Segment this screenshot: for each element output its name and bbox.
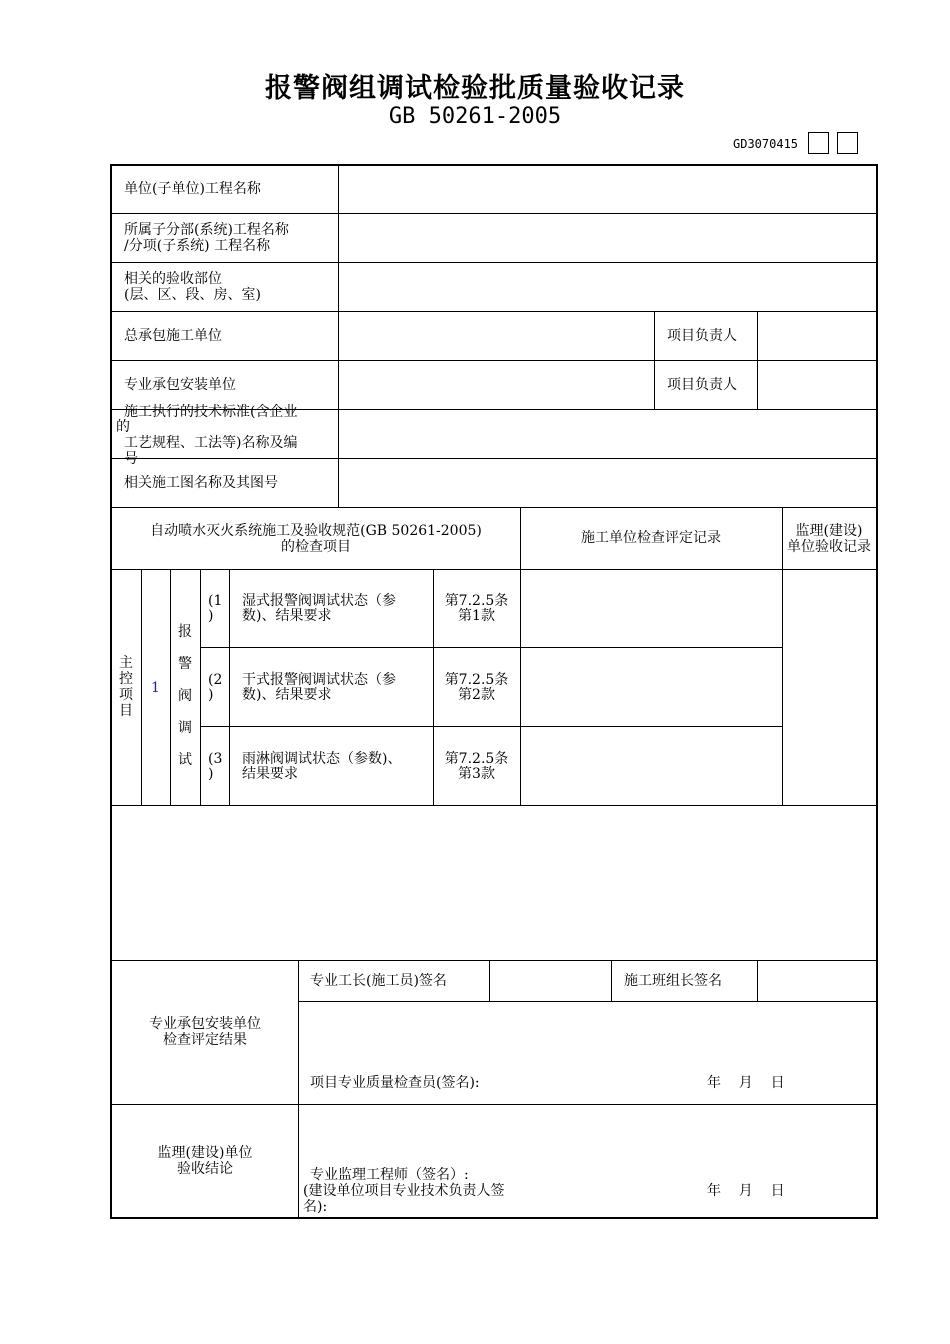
supervision-header-1: 监理(建设) bbox=[795, 523, 863, 539]
col-divider bbox=[611, 960, 612, 1001]
acceptance-part-label-1: 相关的验收部位 bbox=[124, 271, 222, 287]
col-divider bbox=[338, 166, 339, 507]
supervision-date: 年 月 日 bbox=[707, 1183, 785, 1199]
col-divider bbox=[757, 311, 758, 409]
supervision-result-label-2: 验收结论 bbox=[177, 1161, 233, 1177]
row-divider bbox=[200, 726, 782, 727]
row-divider bbox=[200, 647, 782, 648]
form-code: GD3070415 bbox=[733, 137, 799, 151]
item-2-clause-b: 第2款 bbox=[458, 687, 495, 703]
form-code-box-1[interactable] bbox=[808, 132, 829, 154]
col-divider bbox=[229, 569, 230, 805]
supervision-header-2: 单位验收记录 bbox=[787, 539, 871, 555]
item-3-desc-b: 结果要求 bbox=[242, 766, 298, 782]
contractor-result-label-2: 检查评定结果 bbox=[163, 1032, 247, 1048]
supervision-result-label-1: 监理(建设)单位 bbox=[157, 1145, 253, 1161]
sub-project-label-1: 所属子分部(系统)工程名称 bbox=[124, 222, 289, 238]
item-3-clause-b: 第3款 bbox=[458, 766, 495, 782]
row-divider bbox=[112, 569, 876, 570]
contractor-result-label-1: 专业承包安装单位 bbox=[149, 1016, 261, 1032]
item-3-desc-a: 雨淋阀调试状态（参数)、 bbox=[242, 751, 402, 767]
foreman-sign-label: 专业工长(施工员)签名 bbox=[310, 973, 447, 989]
spec-header-1: 自动喷水灭火系统施工及验收规范(GB 50261-2005) bbox=[150, 523, 482, 539]
item-1-clause-a: 第7.2.5条 bbox=[444, 593, 509, 609]
supervising-engineer-label-2: (建设单位项目专业技术负责人签 bbox=[303, 1183, 505, 1199]
row-divider bbox=[112, 262, 876, 263]
quality-inspector-sign-label: 项目专业质量检查员(签名): bbox=[310, 1075, 480, 1091]
standard-label-2: 的 bbox=[116, 419, 130, 435]
col-divider bbox=[654, 311, 655, 409]
page-title: 报警阀组调试检验批质量验收记录 bbox=[265, 73, 685, 104]
specialty-contractor-label: 专业承包安装单位 bbox=[124, 377, 236, 393]
supervising-engineer-label-1: 专业监理工程师（签名）: bbox=[310, 1167, 469, 1183]
row-divider bbox=[112, 960, 876, 961]
standard-label-cell bbox=[112, 404, 338, 467]
item-2-desc-a: 干式报警阀调试状态（参 bbox=[242, 672, 396, 688]
item-2-index-b: ) bbox=[208, 687, 214, 703]
col-divider bbox=[200, 569, 201, 805]
item-1-desc-a: 湿式报警阀调试状态（参 bbox=[242, 593, 396, 609]
standard-label-3: 工艺规程、工法等)名称及编 bbox=[124, 435, 298, 451]
item-1-desc-b: 数)、结果要求 bbox=[242, 608, 332, 624]
item-2-clause-a: 第7.2.5条 bbox=[444, 672, 509, 688]
drawing-name-label: 相关施工图名称及其图号 bbox=[124, 475, 278, 491]
spec-header-2: 的检查项目 bbox=[281, 539, 351, 555]
group-label: 报警阀调试 bbox=[178, 624, 192, 768]
row-divider bbox=[112, 360, 876, 361]
sub-project-label-2: /分项(子系统) 工程名称 bbox=[124, 238, 271, 254]
standard-label-4: 号 bbox=[124, 451, 138, 467]
col-divider bbox=[520, 507, 521, 805]
project-manager-label-2: 项目负责人 bbox=[667, 377, 737, 393]
form-code-box-2[interactable] bbox=[837, 132, 858, 154]
item-3-index-b: ) bbox=[208, 766, 214, 782]
acceptance-part-label-2: (层、区、段、房、室) bbox=[124, 287, 261, 303]
general-contractor-label: 总承包施工单位 bbox=[124, 328, 222, 344]
item-2-desc-b: 数)、结果要求 bbox=[242, 687, 332, 703]
construction-record-header: 施工单位检查评定记录 bbox=[581, 530, 721, 546]
row-divider bbox=[112, 1104, 876, 1105]
item-3-clause-a: 第7.2.5条 bbox=[444, 751, 509, 767]
row-divider bbox=[112, 507, 876, 508]
supervising-engineer-label-3: 名): bbox=[303, 1199, 328, 1215]
item-3-index-a: (3 bbox=[208, 751, 223, 767]
row-divider bbox=[112, 805, 876, 806]
item-number: 1 bbox=[151, 680, 160, 696]
row-divider bbox=[112, 458, 876, 459]
project-manager-label-1: 项目负责人 bbox=[667, 328, 737, 344]
contractor-date: 年 月 日 bbox=[707, 1075, 785, 1091]
team-leader-sign-label: 施工班组长签名 bbox=[624, 973, 722, 989]
row-divider bbox=[112, 213, 876, 214]
item-1-index-b: ) bbox=[208, 608, 214, 624]
standard-number: GB 50261-2005 bbox=[388, 104, 562, 129]
item-2-index-a: (2 bbox=[208, 672, 223, 688]
row-divider bbox=[298, 1001, 876, 1002]
col-divider bbox=[757, 960, 758, 1001]
col-divider bbox=[298, 960, 299, 1217]
item-1-index-a: (1 bbox=[208, 593, 223, 609]
unit-project-label: 单位(子单位)工程名称 bbox=[124, 181, 261, 197]
col-divider bbox=[489, 960, 490, 1001]
main-control-label: 主控项目 bbox=[119, 655, 133, 719]
col-divider bbox=[170, 569, 171, 805]
item-1-clause-b: 第1款 bbox=[458, 608, 495, 624]
standard-label-1: 施工执行的技术标准(含企业 bbox=[124, 404, 298, 420]
row-divider bbox=[112, 311, 876, 312]
